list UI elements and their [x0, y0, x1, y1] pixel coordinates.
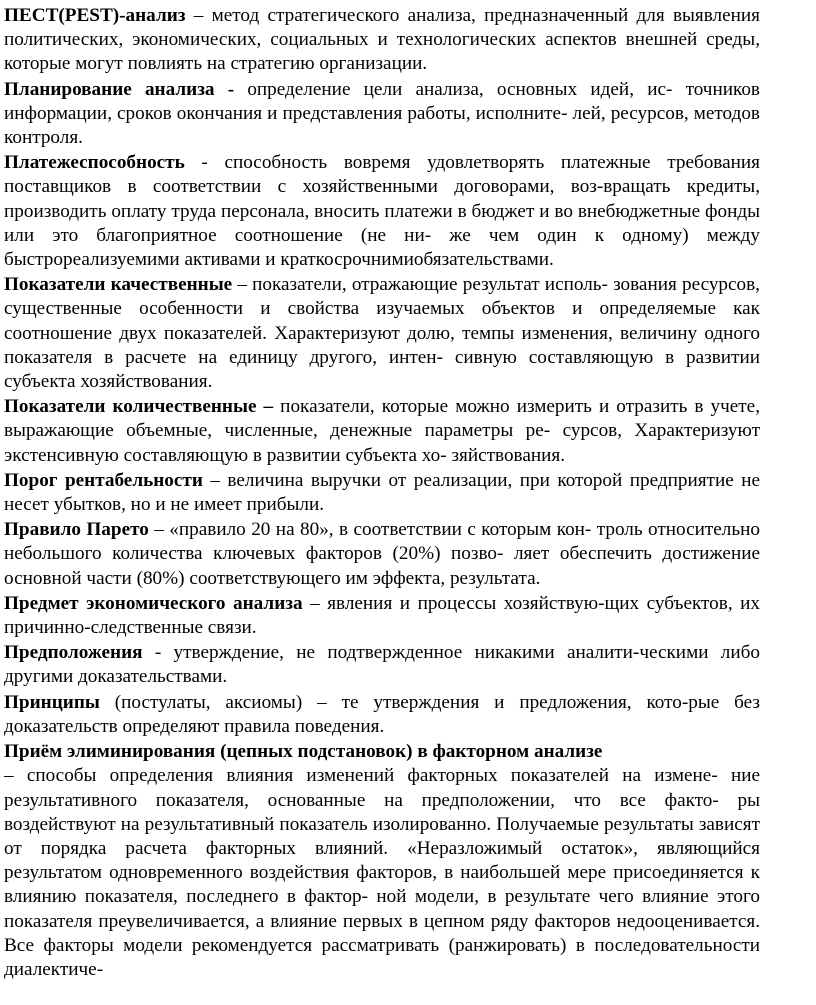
glossary-term: ПЕСТ(PEST)-анализ	[4, 5, 186, 26]
glossary-definition: определение цели анализа, основных идей, ис- точников информации, сроков окончания и представления работы, исполните- лей, ресурсов, методов контроля.	[4, 78, 760, 149]
glossary-entry-qualitative-indicators	[4, 273, 760, 394]
glossary-term: Порог рентабельности	[4, 469, 203, 491]
glossary-entry-break-even	[4, 469, 760, 517]
glossary-entry-analysis-planning	[4, 78, 760, 151]
glossary-entry-quantitative-indicators	[4, 395, 760, 468]
glossary-term: Показатели количественные –	[4, 396, 274, 418]
glossary-definition: - утверждение, не подтвержденное никакими аналити-ческими либо другими доказательствами.	[4, 642, 760, 688]
glossary-entry-solvency	[4, 151, 760, 272]
glossary-definition: – «правило 20 на 80», в соответствии с которым кон- троль относительно небольшого количества ключевых факторов (20%) позво- ляет обеспечить достижение основной части (80%) соответствующего им эффекта, результата.	[4, 519, 760, 589]
glossary-term: Предположения	[4, 642, 143, 664]
glossary-term: Приём элиминирования (цепных подстановок) в факторном анализе	[4, 741, 603, 763]
glossary-definition: (постулаты, аксиомы) – те утверждения и предложения, кото-рые без доказательств определяют правила поведения.	[4, 691, 760, 737]
glossary-definition: - способность вовремя удовлетворять платежные требования поставщиков в соответствии с хозяйственными договорами, воз-вращать кредиты, производить оплату труда персонала, вносить платежи в бюджет и во внебюджетные фонды или это благоприятное соотношение (не ни- же чем один к одному) между быстрореализуемими активами и краткосрочнимиобязательствами.	[4, 152, 760, 271]
glossary-entry-pareto-rule	[4, 518, 760, 591]
glossary-entry-assumptions	[4, 641, 760, 689]
glossary-entry-principles	[4, 691, 760, 739]
glossary-term: Платежеспособность	[4, 152, 185, 174]
glossary-term: Принципы	[4, 691, 100, 713]
glossary-definition: – способы определения влияния изменений факторных показателей на измене- ние результативного показателя, основанные на предположении, что все факто- ры воздействуют на результативный показатель изолированно. Получаемые результаты зависят от порядка расчета факторных влияний. «Неразложимый остаток», являющийся результатом одновременного воздействия факторов, в наибольшей мере присоединяется к влиянию показателя, последнего в фактор- ной модели, в результате чего влияние этого показателя преувеличивается, а влияние первых в цепном ряду факторов недооценивается. Все факторы модели рекомендуется рассматривать (ранжировать) в последовательности диалектиче-	[4, 765, 760, 980]
glossary-entry-elimination	[4, 740, 760, 982]
glossary-term: Показатели качественные	[4, 274, 233, 296]
glossary-term: Планирование анализа -	[4, 78, 235, 100]
glossary-entry-subject-of-analysis	[4, 592, 760, 640]
glossary-term: Правило Парето	[4, 519, 149, 541]
glossary-definition: – показатели, отражающие результат исполь- зования ресурсов, существенные особенности и свойства изучаемых объектов и определяемые как соотношение двух показателей. Характеризуют долю, темпы изменения, величину одного показателя в расчете на единицу другого, интен- сивную составляющую в развитии субъекта хозяйствования.	[4, 274, 760, 393]
glossary-definition: – метод стратегического анализа, предназначенный для выявления политических, экономических, социальных и технологических аспектов внешней среды, которые могут повлиять на стратегию организации.	[4, 5, 760, 75]
glossary-term: Предмет экономического анализа	[4, 592, 303, 614]
glossary-definition: показатели, которые можно измерить и отразить в учете, выражающие объемные, численные, денежные параметры ре- сурсов, Характеризуют экстенсивную составляющую в развитии субъекта хо- зяйствования.	[4, 396, 760, 466]
glossary-definition: – величина выручки от реализации, при которой предприятие не несет убытков, но и не имеет прибыли.	[4, 469, 760, 516]
glossary-entry-pest	[4, 4, 760, 77]
glossary-definition: – явления и процессы хозяйствую-щих субъектов, их причинно-следственные связи.	[4, 592, 760, 639]
